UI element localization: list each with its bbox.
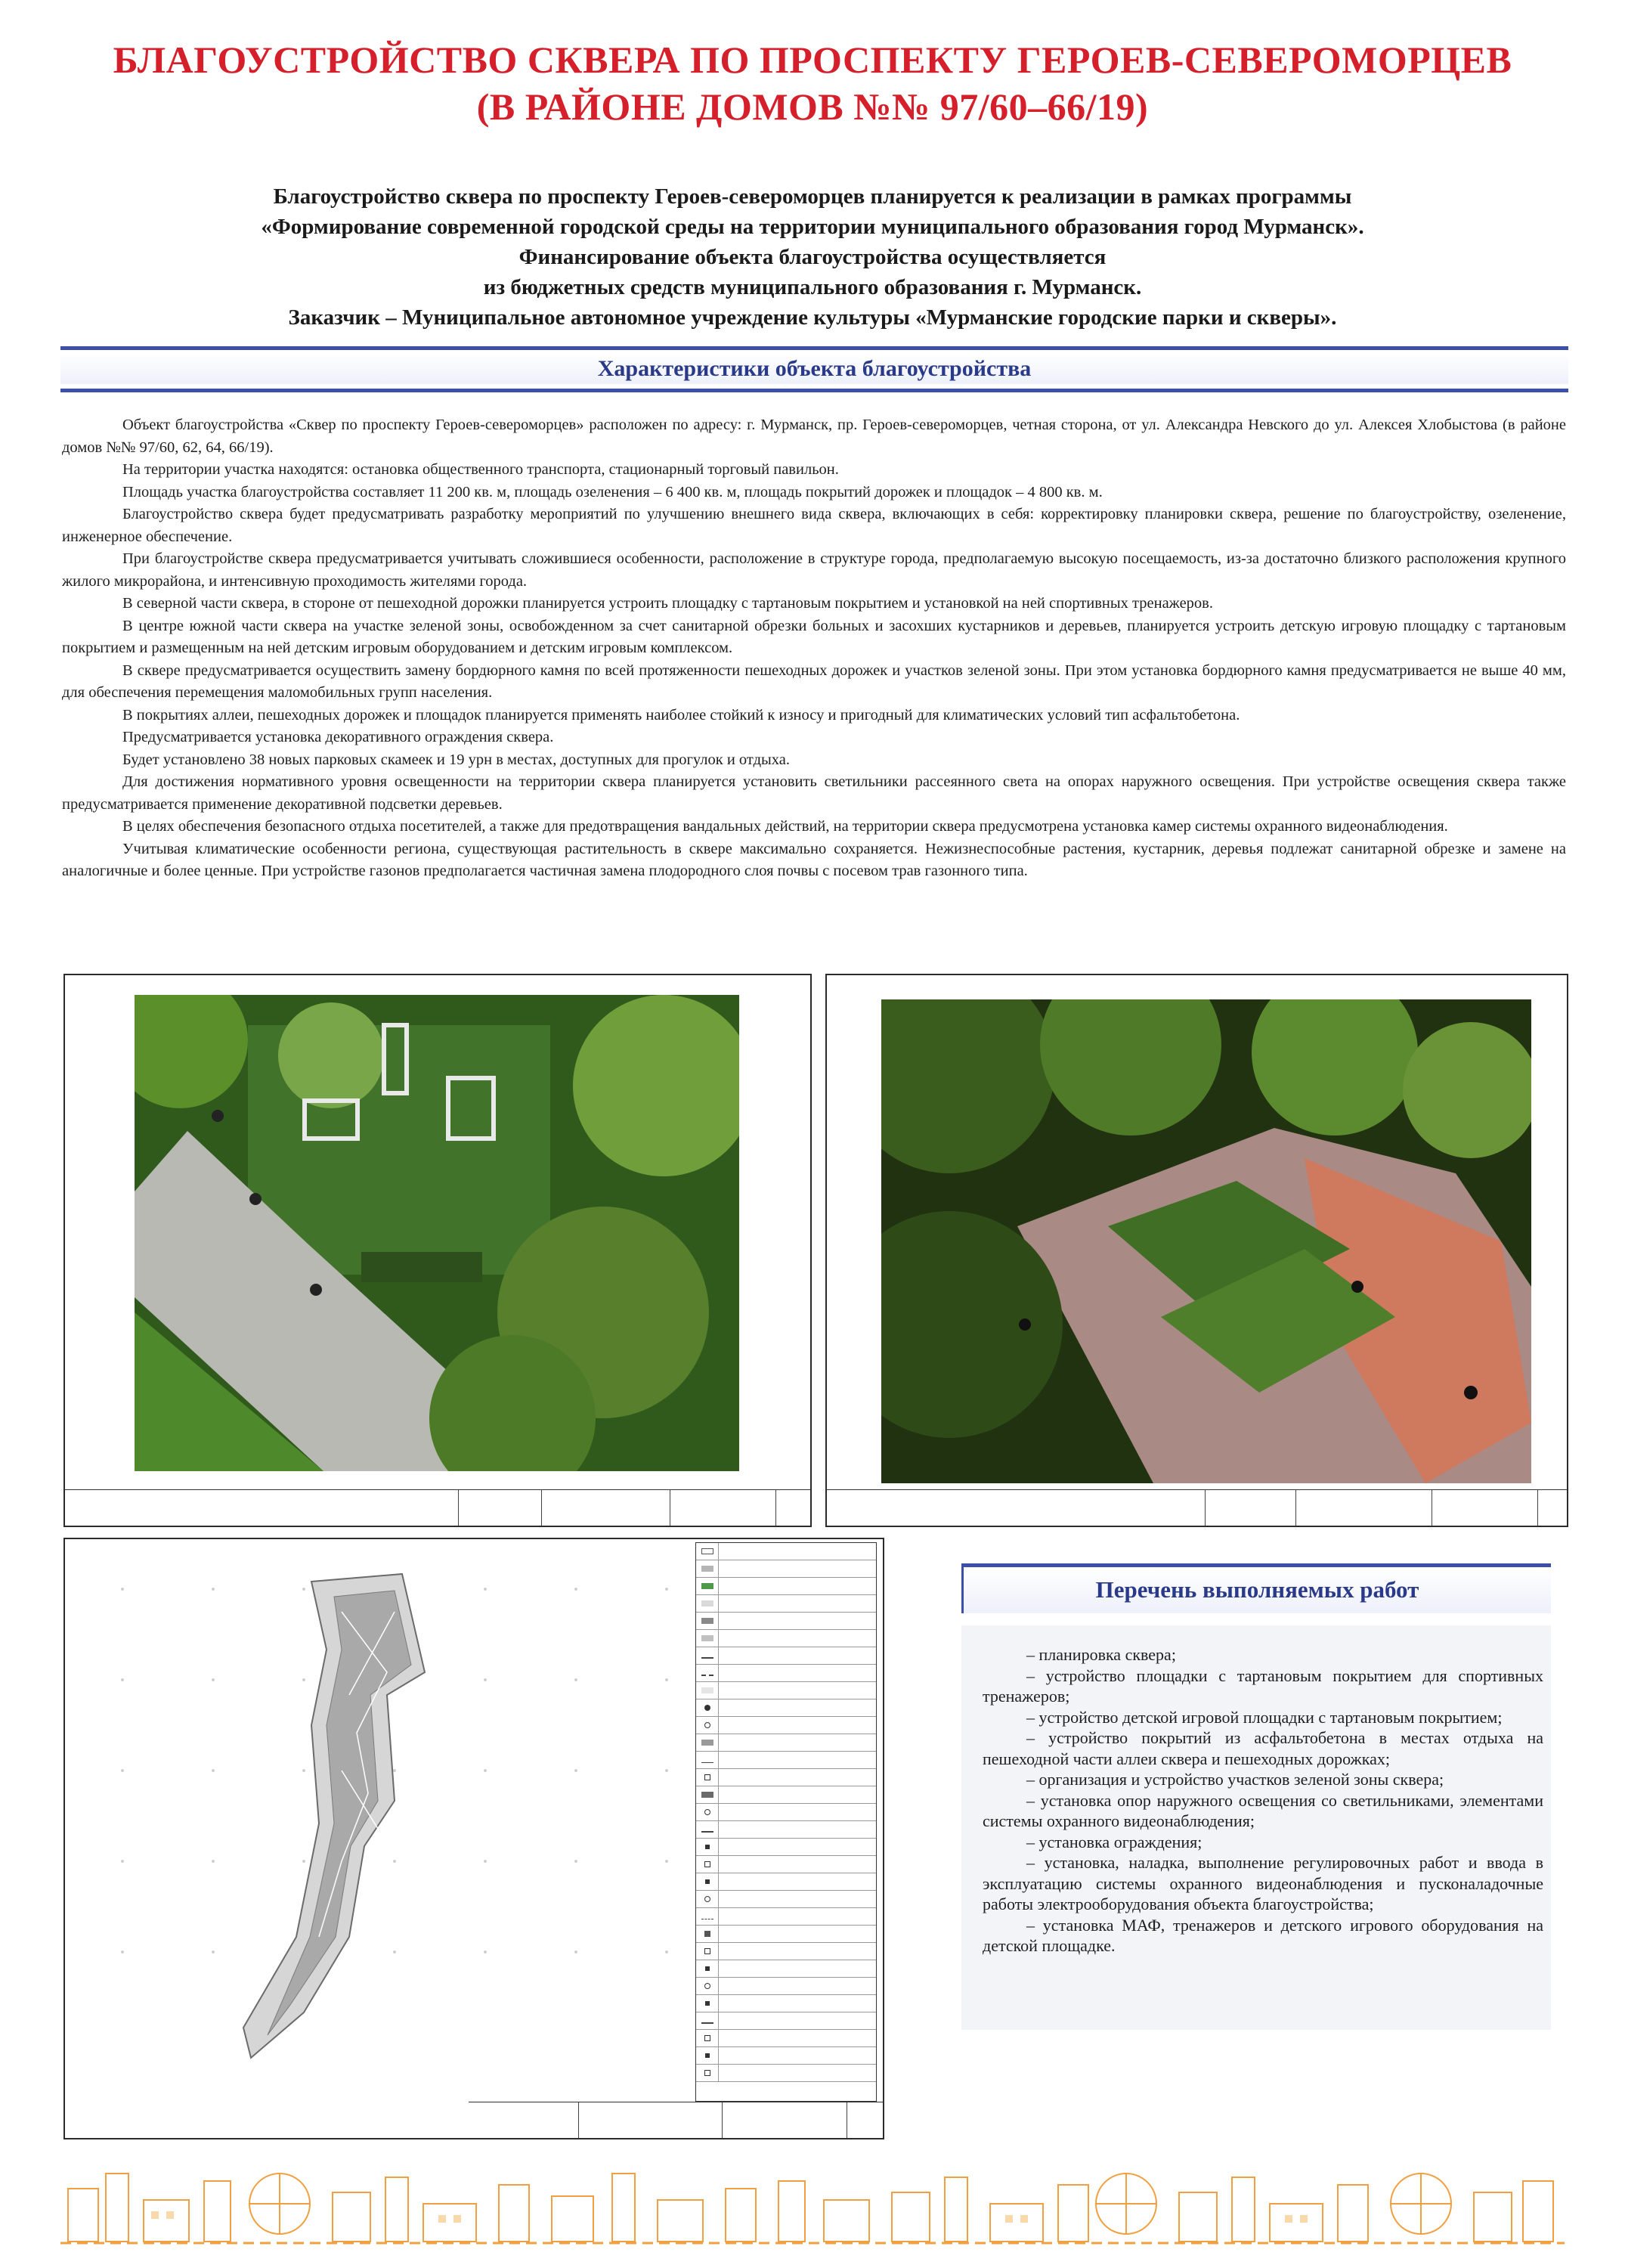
legend-row <box>696 1682 876 1699</box>
intro-line-4: из бюджетных средств муниципального образования г. Мурманск. <box>483 275 1142 299</box>
legend-row <box>696 1995 876 2012</box>
intro-block <box>91 181 1534 333</box>
render-playground-frame <box>825 974 1568 1527</box>
legend-row <box>696 1630 876 1647</box>
legend-row <box>696 1943 876 1960</box>
title-line-2: (В РАЙОНЕ ДОМОВ №№ 97/60–66/19) <box>476 85 1149 128</box>
legend-row <box>696 1926 876 1943</box>
legend-row <box>696 2065 876 2082</box>
works-item: – установка, наладка, выполнение регулировочных работ и ввода в эксплуатацию системы охранного видеонаблюдения и пусконаладочные работы электрооборудования объекта благоустройства; <box>983 1853 1543 1913</box>
desc-paragraph: В центре южной части сквера на участке зеленой зоны, освобожденном за счет санитарной обрезки больных и засохших кустарников и деревьев, планируется устроить детскую игровую площадку с тартановым покрытием и размещенным на ней детским игровым оборудованием и детским игровым комплексом. <box>62 617 1566 656</box>
footer-cityscape <box>60 2158 1565 2249</box>
intro-line-2: «Формирование современной городской среды на территории муниципального образования город Мурманск». <box>261 215 1364 239</box>
desc-paragraph: При благоустройстве сквера предусматривается учитывать сложившиеся особенности, расположение в структуре города, предполагаемую высокую посещаемость, из-за достаточно близкого расположения крупного жилого микрорайона, и интенсивную проходимость жителями города. <box>62 550 1566 590</box>
desc-paragraph: В сквере предусматривается осуществить замену бордюрного камня по всей протяженности пешеходных дорожек и участков зеленой зоны. При этом установка бордюрного камня предусматривается не выше 40 мм, для обеспечения перемещения маломобильных групп населения. <box>62 662 1566 701</box>
legend-row <box>696 1891 876 1908</box>
intro-line-3: Финансирование объекта благоустройства осуществляется <box>518 245 1107 269</box>
legend-row <box>696 1578 876 1595</box>
master-plan-stamp <box>469 2102 884 2138</box>
intro-line-5: Заказчик – Муниципальное автономное учреждение культуры «Мурманские городские парки и скверы». <box>288 305 1337 330</box>
characteristics-text <box>62 414 1566 883</box>
desc-paragraph: На территории участка находятся: остановка общественного транспорта, стационарный торговый павильон. <box>122 461 839 478</box>
legend-row <box>696 1665 876 1682</box>
legend-row <box>696 1647 876 1665</box>
legend-row <box>696 1595 876 1613</box>
desc-paragraph: Благоустройство сквера будет предусматривать разработку мероприятий по улучшению внешнего вида сквера, включающих в себя: корректировку планировки сквера, решение по благоустройству, озеленение, инженерное обеспечение. <box>62 506 1566 545</box>
master-plan-drawing <box>70 1544 689 2103</box>
legend-row <box>696 1717 876 1734</box>
desc-paragraph: Предусматривается установка декоративного ограждения сквера. <box>122 729 554 745</box>
poster-title <box>0 36 1625 130</box>
legend-row <box>696 1543 876 1560</box>
works-item: – устройство площадки с тартановым покрытием для спортивных тренажеров; <box>983 1665 1543 1706</box>
legend-row <box>696 1752 876 1769</box>
render-playground-image <box>881 999 1531 1483</box>
characteristics-heading: Характеристики объекта благоустройства <box>60 354 1568 384</box>
desc-paragraph: Учитывая климатические особенности региона, существующая растительность в сквере максимально сохраняется. Нежизнеспособные растения, кустарник, деревья подлежат санитарной обрезке и замене на аналогичные и более ценные. При устройстве газонов предполагается частичная замена плодородного слоя почвы с посевом трав газонного типа. <box>62 840 1566 879</box>
legend-row <box>696 2047 876 2065</box>
legend-row <box>696 1908 876 1926</box>
legend-row <box>696 1613 876 1630</box>
desc-paragraph: В целях обеспечения безопасного отдыха посетителей, а также для предотвращения вандальных действий, на территории сквера предусмотрена установка камер системы охранного видеонаблюдения. <box>122 818 1448 835</box>
legend-row <box>696 1839 876 1856</box>
works-item: – установка опор наружного освещения со светильниками, элементами системы охранного видеонаблюдения; <box>983 1790 1543 1830</box>
desc-paragraph: Для достижения нормативного уровня освещенности на территории сквера планируется установить светильники рассеянного света на опорах наружного освещения. При устройстве освещения сквера также предусматривается применение декоративной подсветки деревьев. <box>62 773 1566 813</box>
desc-paragraph: Будет установлено 38 новых парковых скамеек и 19 урн в местах, доступных для прогулок и отдыха. <box>122 751 790 768</box>
section-bottom-rule <box>60 389 1568 392</box>
desc-paragraph: В северной части сквера, в стороне от пешеходной дорожки планируется устроить площадку с тартановым покрытием и установкой на ней спортивных тренажеров. <box>122 595 1213 612</box>
legend-row <box>696 1786 876 1804</box>
legend-row <box>696 1821 876 1839</box>
legend-row <box>696 1873 876 1891</box>
legend-row <box>696 1769 876 1786</box>
legend-row <box>696 1699 876 1717</box>
legend-row <box>696 1804 876 1821</box>
section-top-rule <box>60 346 1568 350</box>
legend-row <box>696 1856 876 1873</box>
legend-row <box>696 1734 876 1752</box>
legend-row <box>696 2030 876 2047</box>
title-line-1: БЛАГОУСТРОЙСТВО СКВЕРА ПО ПРОСПЕКТУ ГЕРОЕВ-СЕВЕРОМОРЦЕВ <box>113 39 1512 81</box>
intro-line-1: Благоустройство сквера по проспекту Героев-североморцев планируется к реализации в рамках программы <box>273 184 1352 209</box>
render-sports-area-frame <box>63 974 812 1527</box>
desc-paragraph: Объект благоустройства «Сквер по проспекту Героев-североморцев» расположен по адресу: г. Мурманск, пр. Героев-североморцев, четная сторона, от ул. Александра Невского до ул. Алексея Хлобыстова (в районе домов №№ 97/60, 62, 64, 66/19). <box>62 417 1566 456</box>
desc-paragraph: В покрытиях аллеи, пешеходных дорожек и площадок планируется применять наиболее стойкий к износу и пригодный для климатических условий тип асфальтобетона. <box>122 706 1240 723</box>
works-item: – организация и устройство участков зеленой зоны сквера; <box>1026 1770 1444 1789</box>
render-1-stamp <box>65 1489 810 1526</box>
works-item: – установка МАФ, тренажеров и детского игрового оборудования на детской площадке. <box>983 1915 1543 1955</box>
works-list <box>983 1644 1543 1957</box>
render-sports-area-image <box>135 995 739 1471</box>
works-item: – устройство детской игровой площадки с тартановым покрытием; <box>1026 1707 1503 1727</box>
legend-row <box>696 1960 876 1978</box>
works-item: – устройство покрытий из асфальтобетона в местах отдыха на пешеходной части аллеи сквера и пешеходных дорожках; <box>983 1728 1543 1768</box>
master-plan-legend <box>695 1542 877 2102</box>
legend-row <box>696 1978 876 1995</box>
legend-row <box>696 2012 876 2030</box>
works-item: – планировка сквера; <box>1026 1645 1176 1664</box>
desc-paragraph: Площадь участка благоустройства составляет 11 200 кв. м, площадь озеленения – 6 400 кв. м, площадь покрытий дорожек и площадок – 4 800 кв. м. <box>122 483 1103 500</box>
legend-row <box>696 1560 876 1578</box>
render-2-stamp <box>827 1489 1567 1526</box>
works-heading: Перечень выполняемых работ <box>961 1563 1551 1613</box>
works-item: – установка ограждения; <box>1026 1832 1202 1851</box>
